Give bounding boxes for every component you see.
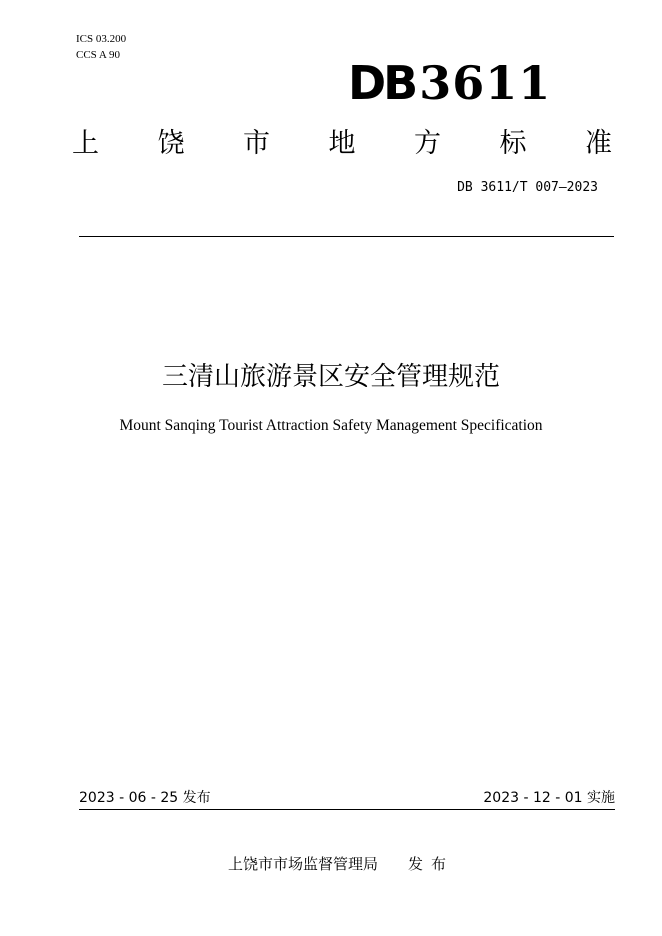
footer-divider [79,809,615,810]
standard-number: DB 3611/T 007—2023 [457,180,598,195]
publisher-action: 发布 [408,855,455,873]
standard-type-char: 准 [585,128,612,159]
issue-date: 2023 - 06 - 25 发布 [79,790,211,806]
standard-type-char: 饶 [157,128,185,159]
standard-type-char: 市 [243,128,270,159]
db-logo-prefix: DB [348,56,416,110]
standard-type-char: 方 [414,128,441,159]
standard-type-char: 标 [499,128,527,159]
document-title-en: Mount Sanqing Tourist Attraction Safety Management Specification [119,417,543,434]
ics-code: ICS 03.200 [76,33,127,45]
document-title-cn: 三清山旅游景区安全管理规范 [161,362,500,392]
publisher-line [228,854,454,874]
db-logo-code: 3611 [419,56,552,110]
db-logo [348,58,551,108]
implementation-date: 2023 - 12 - 01 实施 [483,790,615,806]
standard-type-heading [72,126,612,162]
header-divider [79,236,614,237]
standard-type-char: 地 [328,128,356,159]
publisher-name: 上饶市市场监督管理局 [228,855,379,873]
ccs-code: CCS A 90 [76,49,121,61]
standard-type-char: 上 [72,128,99,159]
